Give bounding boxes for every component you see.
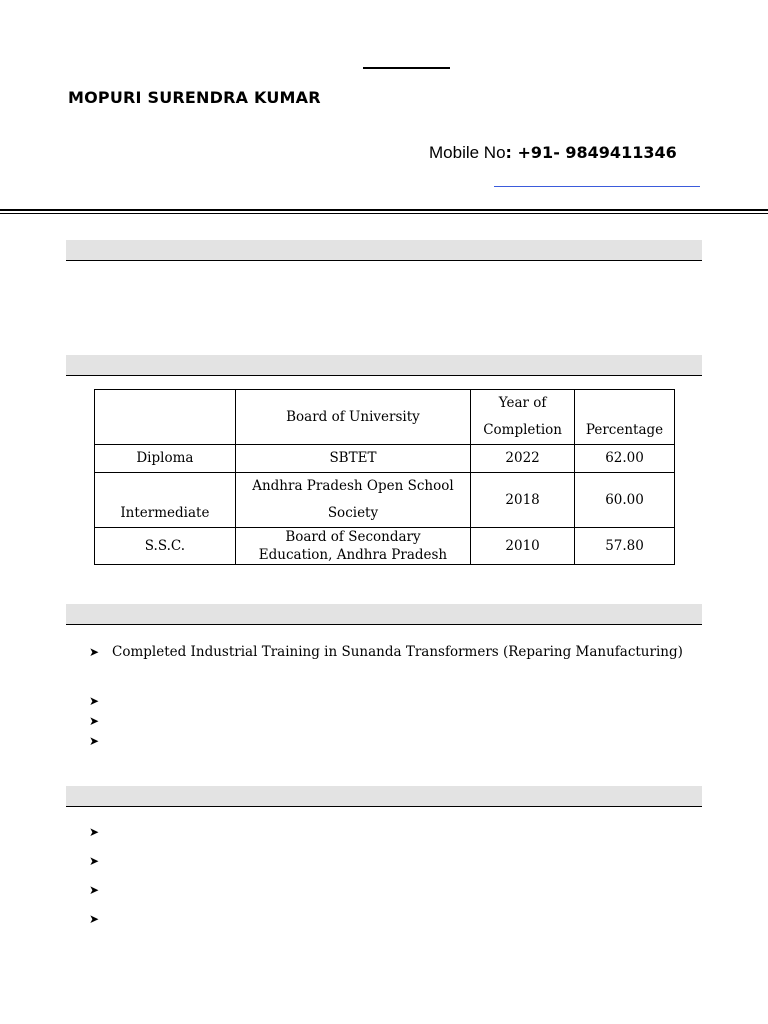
section-bar-education <box>66 355 702 376</box>
mobile-label: Mobile No <box>429 143 506 162</box>
table-cell: 2022 <box>471 445 575 473</box>
table-cell: S.S.C. <box>95 528 236 565</box>
top-rule <box>363 67 450 69</box>
arrow-bullet-icon: ➤ <box>89 854 100 868</box>
mobile-value: : +91- 9849411346 <box>505 143 677 162</box>
table-cell: 2010 <box>471 528 575 565</box>
page-divider <box>0 209 768 211</box>
arrow-bullet-icon: ➤ <box>89 825 100 839</box>
table-header-cell: Year of Completion <box>471 390 575 445</box>
education-table <box>94 389 675 565</box>
section-bar-training <box>66 604 702 625</box>
table-cell: Andhra Pradesh Open School Society <box>235 473 470 528</box>
arrow-bullet-icon: ➤ <box>89 694 100 708</box>
table-row <box>95 473 675 528</box>
arrow-bullet-icon: ➤ <box>89 714 100 728</box>
arrow-bullet-icon: ➤ <box>89 883 100 897</box>
table-cell: 62.00 <box>575 445 675 473</box>
table-header-cell: Board of University <box>235 390 470 445</box>
arrow-bullet-icon: ➤ <box>89 734 100 748</box>
email-link-underline[interactable] <box>494 186 700 187</box>
table-cell: Intermediate <box>95 473 236 528</box>
arrow-bullet-icon: ➤ <box>89 645 100 659</box>
section-bar-objective <box>66 240 702 261</box>
training-list <box>89 643 702 661</box>
page-divider-thin <box>0 213 768 214</box>
table-header-cell <box>95 390 236 445</box>
table-cell: 60.00 <box>575 473 675 528</box>
table-header-cell: Percentage <box>575 390 675 445</box>
table-row <box>95 528 675 565</box>
list-item: ➤ Completed Industrial Training in Sunanda Transformers (Reparing Manufacturing) <box>89 644 683 660</box>
table-row <box>95 445 675 473</box>
table-header-row <box>95 390 675 445</box>
table-cell: 2018 <box>471 473 575 528</box>
arrow-bullet-icon: ➤ <box>89 912 100 926</box>
table-cell: 57.80 <box>575 528 675 565</box>
table-cell: SBTET <box>235 445 470 473</box>
table-cell: Board of Secondary Education, Andhra Pradesh <box>235 528 470 565</box>
table-cell: Diploma <box>95 445 236 473</box>
mobile-number <box>429 143 677 163</box>
candidate-name: MOPURI SURENDRA KUMAR <box>68 88 321 107</box>
section-bar-last <box>66 786 702 807</box>
